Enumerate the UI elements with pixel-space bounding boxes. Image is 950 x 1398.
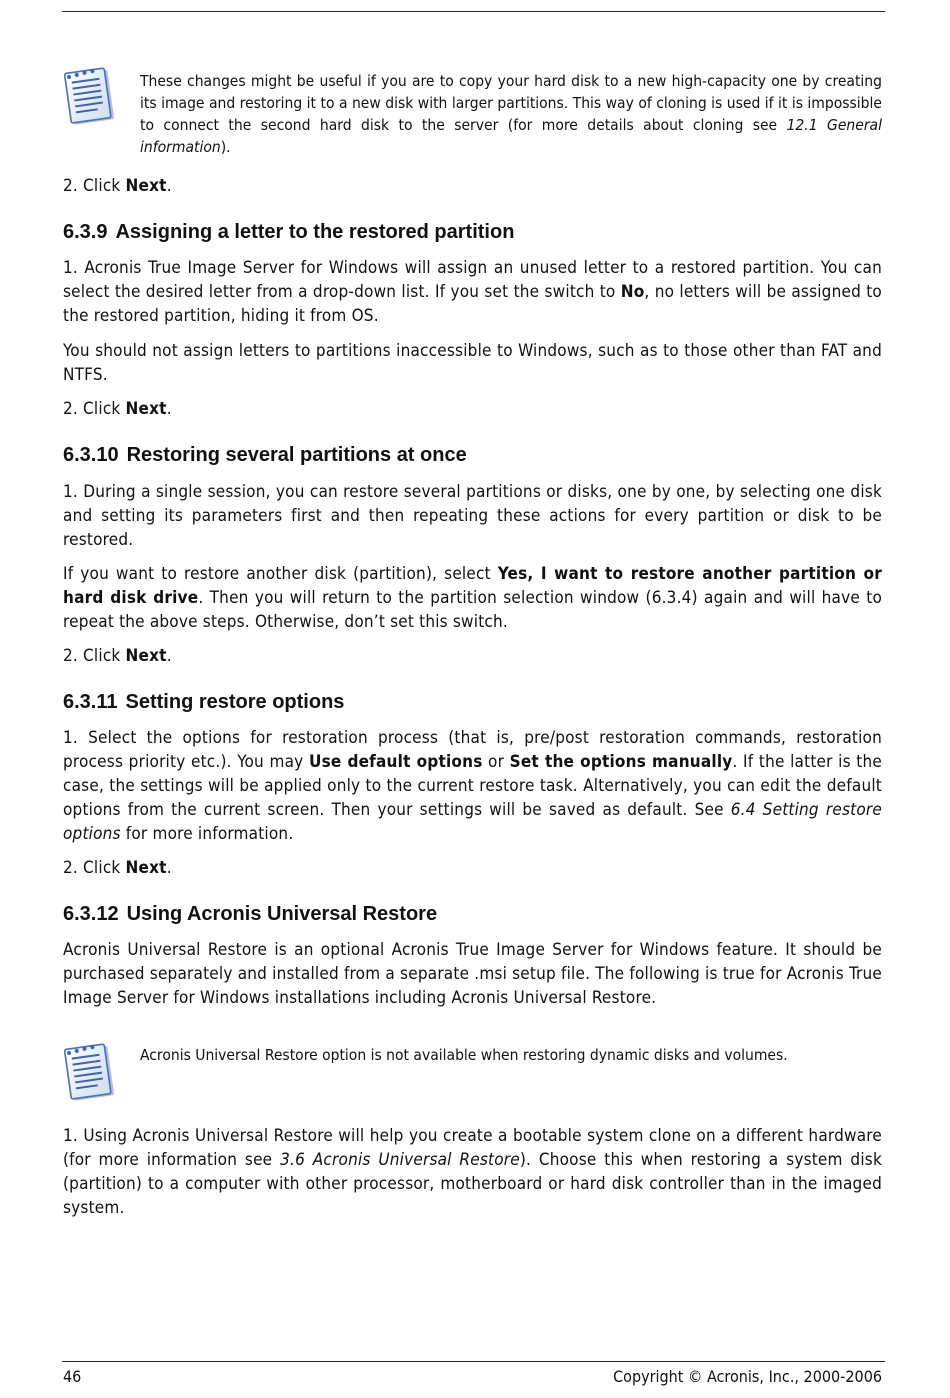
step-suffix: . [166,399,172,419]
step-click-next [63,174,882,198]
step-click-next [63,397,882,421]
step-suffix: . [166,646,172,666]
step-click-next [63,644,882,668]
copyright-notice: Copyright © Acronis, Inc., 2000-2006 [613,1367,882,1386]
section-heading-6-3-12 [63,902,437,926]
note-text-part: ). [220,138,231,156]
step-suffix: . [166,858,172,878]
notepad-note-icon [63,66,121,128]
footer-rule [62,1361,885,1362]
bold-term: No [620,282,645,302]
paragraph-text: ). Choose this when restoring a system disk (partition) to a computer with other processor, motherboard or hard disk controller than in the imaged system. [63,1150,882,1218]
bold-term: Use default options [308,752,483,772]
paragraph: Acronis Universal Restore is an optional Acronis True Image Server for Windows feature. It should be purchased separately and installed from a separate .msi setup file. The following is true for Acronis True Image Server for Windows installations including Acronis Universal Restore. [63,940,882,1008]
paragraph-text: . Then you will return to the partition selection window (6.3.4) again and will have to repeat the above steps. Otherwise, don’t set this switch. [63,588,882,632]
paragraph-text: 1. Select the options for restoration process (that is, pre/post restoration commands, restoration process priority etc.). You may [63,728,882,772]
section-heading-6-3-11 [63,690,344,714]
section-number: 6.3.9 [63,221,108,243]
section-heading-6-3-10 [63,443,467,467]
next-keyword: Next [125,399,167,419]
next-keyword: Next [125,646,167,666]
paragraph-text: If you want to restore another disk (partition), select [63,564,498,584]
paragraph [63,256,882,328]
paragraph-text: 1. Acronis True Image Server for Windows will assign an unused letter to a restored partition. You can select the desired letter from a drop-down list. If you set the switch to [63,258,882,302]
next-keyword: Next [125,176,167,196]
paragraph-text: or [482,752,510,772]
step-prefix: 2. Click [63,858,126,878]
page-number: 46 [63,1367,82,1386]
paragraph: You should not assign letters to partitions inaccessible to Windows, such as to those other than FAT and NTFS. [63,341,882,385]
section-number: 6.3.10 [63,444,119,466]
cross-reference-link[interactable]: 12.1 General information [140,116,882,156]
header-rule [62,11,885,12]
section-title: Restoring several partitions at once [126,444,467,466]
paragraph-text: 1. Using Acronis Universal Restore will help you create a bootable system clone on a different hardware (for more information see [63,1126,882,1170]
paragraph-text: , no letters will be assigned to the restored partition, hiding it from OS. [63,282,882,326]
section-title: Assigning a letter to the restored partition [115,221,515,243]
note-text-part: These changes might be useful if you are to copy your hard disk to a new high-capacity one by creating its image and restoring it to a new disk with larger partitions. This way of cloning is used if it is impossible to connect the second hard disk to the server (for more details about cloning see [140,72,882,134]
cross-reference-link[interactable]: 3.6 Acronis Universal Restore [280,1150,520,1170]
paragraph [63,726,882,846]
paragraph [63,562,882,634]
next-keyword: Next [125,858,167,878]
step-prefix: 2. Click [63,399,126,419]
note-text [140,70,882,158]
step-prefix: 2. Click [63,176,126,196]
section-title: Using Acronis Universal Restore [126,903,438,925]
step-click-next [63,856,882,880]
section-heading-6-3-9 [63,220,514,244]
paragraph-text: for more information. [120,824,294,844]
bold-term: Set the options manually [509,752,733,772]
notepad-note-icon [63,1042,121,1104]
section-number: 6.3.12 [63,903,119,925]
section-title: Setting restore options [125,691,345,713]
paragraph [63,1124,882,1220]
cross-reference-link[interactable]: 6.4 Setting restore options [63,800,882,844]
bold-term: Yes, I want to restore another partition or hard disk drive [63,564,882,608]
step-suffix: . [166,176,172,196]
section-number: 6.3.11 [63,691,118,713]
paragraph: 1. During a single session, you can restore several partitions or disks, one by one, by selecting one disk and setting its parameters first and then repeating these actions for every partition or disk to be restored. [63,482,882,550]
note-text: Acronis Universal Restore option is not available when restoring dynamic disks and volumes. [140,1046,788,1064]
paragraph-text: . If the latter is the case, the settings will be applied only to the current restore task. Alternatively, you can edit the default options from the current screen. Then your settings will be saved as default. See [63,752,883,820]
step-prefix: 2. Click [63,646,126,666]
